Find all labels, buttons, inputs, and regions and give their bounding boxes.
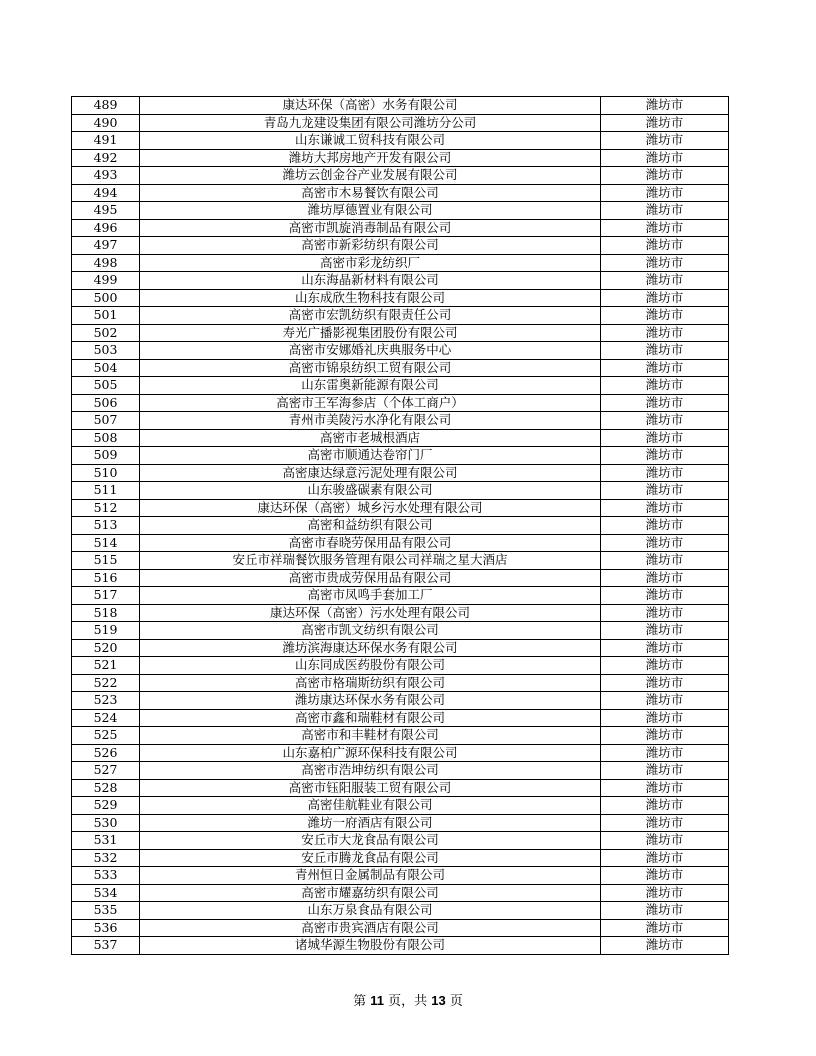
row-number-cell: 514 <box>72 534 140 552</box>
company-name-cell: 高密市凯文纺织有限公司 <box>140 622 601 640</box>
row-number-cell: 497 <box>72 237 140 255</box>
table-row <box>72 884 729 902</box>
table-body <box>72 97 729 955</box>
row-number-cell: 518 <box>72 604 140 622</box>
city-cell: 潍坊市 <box>601 639 729 657</box>
table-row <box>72 692 729 710</box>
city-cell: 潍坊市 <box>601 342 729 360</box>
company-name-cell: 山东嘉柏广源环保科技有限公司 <box>140 744 601 762</box>
table-row <box>72 499 729 517</box>
table-row <box>72 412 729 430</box>
footer-middle: 页，共 <box>384 994 432 1009</box>
row-number-cell: 534 <box>72 884 140 902</box>
company-name-cell: 山东万泉食品有限公司 <box>140 902 601 920</box>
company-name-cell: 潍坊康达环保水务有限公司 <box>140 692 601 710</box>
city-cell: 潍坊市 <box>601 132 729 150</box>
company-name-cell: 高密市鑫和瑞鞋材有限公司 <box>140 709 601 727</box>
row-number-cell: 529 <box>72 797 140 815</box>
company-name-cell: 安丘市大龙食品有限公司 <box>140 832 601 850</box>
city-cell: 潍坊市 <box>601 324 729 342</box>
row-number-cell: 502 <box>72 324 140 342</box>
table-row <box>72 429 729 447</box>
table-row <box>72 272 729 290</box>
city-cell: 潍坊市 <box>601 377 729 395</box>
table-row <box>72 657 729 675</box>
company-name-cell: 高密市安娜婚礼庆典服务中心 <box>140 342 601 360</box>
row-number-cell: 490 <box>72 114 140 132</box>
company-name-cell: 高密市格瑞斯纺织有限公司 <box>140 674 601 692</box>
row-number-cell: 528 <box>72 779 140 797</box>
row-number-cell: 491 <box>72 132 140 150</box>
table-row <box>72 114 729 132</box>
table-row <box>72 569 729 587</box>
table-row <box>72 534 729 552</box>
company-name-cell: 潍坊大邦房地产开发有限公司 <box>140 149 601 167</box>
row-number-cell: 492 <box>72 149 140 167</box>
company-name-cell: 高密市凯旋消毒制品有限公司 <box>140 219 601 237</box>
city-cell: 潍坊市 <box>601 202 729 220</box>
company-name-cell: 山东海晶新材料有限公司 <box>140 272 601 290</box>
row-number-cell: 516 <box>72 569 140 587</box>
row-number-cell: 504 <box>72 359 140 377</box>
table-row <box>72 762 729 780</box>
company-name-cell: 青州恒日金属制品有限公司 <box>140 867 601 885</box>
row-number-cell: 526 <box>72 744 140 762</box>
city-cell: 潍坊市 <box>601 307 729 325</box>
table-row <box>72 744 729 762</box>
company-name-cell: 高密市锦泉纺织工贸有限公司 <box>140 359 601 377</box>
company-name-cell: 高密市顺通达卷帘门厂 <box>140 447 601 465</box>
company-name-cell: 潍坊云创金谷产业发展有限公司 <box>140 167 601 185</box>
city-cell: 潍坊市 <box>601 167 729 185</box>
company-name-cell: 山东同成医药股份有限公司 <box>140 657 601 675</box>
table-row <box>72 622 729 640</box>
city-cell: 潍坊市 <box>601 692 729 710</box>
table-row <box>72 674 729 692</box>
company-name-cell: 山东骏盛碳素有限公司 <box>140 482 601 500</box>
page-footer <box>0 990 816 1009</box>
city-cell: 潍坊市 <box>601 727 729 745</box>
city-cell: 潍坊市 <box>601 254 729 272</box>
row-number-cell: 525 <box>72 727 140 745</box>
row-number-cell: 511 <box>72 482 140 500</box>
city-cell: 潍坊市 <box>601 657 729 675</box>
table-row <box>72 849 729 867</box>
table-row <box>72 902 729 920</box>
table-row <box>72 377 729 395</box>
table-row <box>72 447 729 465</box>
city-cell: 潍坊市 <box>601 289 729 307</box>
table-row <box>72 517 729 535</box>
row-number-cell: 535 <box>72 902 140 920</box>
table-row <box>72 237 729 255</box>
row-number-cell: 530 <box>72 814 140 832</box>
city-cell: 潍坊市 <box>601 902 729 920</box>
table-row <box>72 552 729 570</box>
table-row <box>72 324 729 342</box>
company-name-cell: 山东雷奥新能源有限公司 <box>140 377 601 395</box>
table-row <box>72 132 729 150</box>
city-cell: 潍坊市 <box>601 919 729 937</box>
city-cell: 潍坊市 <box>601 744 729 762</box>
row-number-cell: 507 <box>72 412 140 430</box>
table-row <box>72 307 729 325</box>
city-cell: 潍坊市 <box>601 832 729 850</box>
company-name-cell: 康达环保（高密）水务有限公司 <box>140 97 601 115</box>
city-cell: 潍坊市 <box>601 429 729 447</box>
company-name-cell: 康达环保（高密）污水处理有限公司 <box>140 604 601 622</box>
company-name-cell: 山东谦诚工贸科技有限公司 <box>140 132 601 150</box>
table-row <box>72 814 729 832</box>
table-row <box>72 394 729 412</box>
city-cell: 潍坊市 <box>601 569 729 587</box>
table-row <box>72 832 729 850</box>
table-row <box>72 779 729 797</box>
company-name-cell: 潍坊滨海康达环保水务有限公司 <box>140 639 601 657</box>
row-number-cell: 493 <box>72 167 140 185</box>
row-number-cell: 523 <box>72 692 140 710</box>
city-cell: 潍坊市 <box>601 272 729 290</box>
table-row <box>72 359 729 377</box>
company-name-cell: 高密市木易餐饮有限公司 <box>140 184 601 202</box>
table-row <box>72 867 729 885</box>
city-cell: 潍坊市 <box>601 482 729 500</box>
city-cell: 潍坊市 <box>601 937 729 955</box>
company-name-cell: 潍坊厚德置业有限公司 <box>140 202 601 220</box>
row-number-cell: 522 <box>72 674 140 692</box>
city-cell: 潍坊市 <box>601 464 729 482</box>
company-name-cell: 康达环保（高密）城乡污水处理有限公司 <box>140 499 601 517</box>
city-cell: 潍坊市 <box>601 114 729 132</box>
company-name-cell: 青岛九龙建设集团有限公司潍坊分公司 <box>140 114 601 132</box>
table-row <box>72 797 729 815</box>
row-number-cell: 532 <box>72 849 140 867</box>
city-cell: 潍坊市 <box>601 587 729 605</box>
city-cell: 潍坊市 <box>601 762 729 780</box>
city-cell: 潍坊市 <box>601 622 729 640</box>
company-name-cell: 高密市春晓劳保用品有限公司 <box>140 534 601 552</box>
city-cell: 潍坊市 <box>601 499 729 517</box>
footer-total-pages: 13 <box>431 993 446 1008</box>
row-number-cell: 513 <box>72 517 140 535</box>
company-name-cell: 潍坊一府酒店有限公司 <box>140 814 601 832</box>
row-number-cell: 527 <box>72 762 140 780</box>
company-name-cell: 安丘市腾龙食品有限公司 <box>140 849 601 867</box>
city-cell: 潍坊市 <box>601 552 729 570</box>
city-cell: 潍坊市 <box>601 867 729 885</box>
table-row <box>72 254 729 272</box>
row-number-cell: 495 <box>72 202 140 220</box>
company-list-table <box>71 96 729 955</box>
footer-prefix: 第 <box>353 994 371 1009</box>
table-row <box>72 709 729 727</box>
city-cell: 潍坊市 <box>601 849 729 867</box>
city-cell: 潍坊市 <box>601 237 729 255</box>
city-cell: 潍坊市 <box>601 447 729 465</box>
table-row <box>72 587 729 605</box>
company-name-cell: 诸城华源生物股份有限公司 <box>140 937 601 955</box>
city-cell: 潍坊市 <box>601 604 729 622</box>
row-number-cell: 515 <box>72 552 140 570</box>
row-number-cell: 524 <box>72 709 140 727</box>
company-name-cell: 高密市浩坤纺织有限公司 <box>140 762 601 780</box>
company-name-cell: 高密康达绿意污泥处理有限公司 <box>140 464 601 482</box>
row-number-cell: 521 <box>72 657 140 675</box>
table-row <box>72 727 729 745</box>
city-cell: 潍坊市 <box>601 149 729 167</box>
table-row <box>72 219 729 237</box>
company-name-cell: 高密和益纺织有限公司 <box>140 517 601 535</box>
company-name-cell: 高密市和丰鞋材有限公司 <box>140 727 601 745</box>
table-row <box>72 919 729 937</box>
row-number-cell: 531 <box>72 832 140 850</box>
company-name-cell: 高密市贵宾酒店有限公司 <box>140 919 601 937</box>
table-row <box>72 149 729 167</box>
table-row <box>72 482 729 500</box>
row-number-cell: 533 <box>72 867 140 885</box>
city-cell: 潍坊市 <box>601 884 729 902</box>
table-row <box>72 639 729 657</box>
row-number-cell: 494 <box>72 184 140 202</box>
city-cell: 潍坊市 <box>601 517 729 535</box>
row-number-cell: 498 <box>72 254 140 272</box>
table-row <box>72 342 729 360</box>
table-row <box>72 604 729 622</box>
company-name-cell: 山东成欣生物科技有限公司 <box>140 289 601 307</box>
row-number-cell: 520 <box>72 639 140 657</box>
table-row <box>72 167 729 185</box>
city-cell: 潍坊市 <box>601 779 729 797</box>
city-cell: 潍坊市 <box>601 359 729 377</box>
row-number-cell: 505 <box>72 377 140 395</box>
row-number-cell: 509 <box>72 447 140 465</box>
row-number-cell: 501 <box>72 307 140 325</box>
row-number-cell: 499 <box>72 272 140 290</box>
table-row <box>72 289 729 307</box>
row-number-cell: 517 <box>72 587 140 605</box>
footer-page-number: 11 <box>370 993 384 1008</box>
city-cell: 潍坊市 <box>601 709 729 727</box>
row-number-cell: 503 <box>72 342 140 360</box>
company-name-cell: 青州市美陵污水净化有限公司 <box>140 412 601 430</box>
row-number-cell: 510 <box>72 464 140 482</box>
row-number-cell: 506 <box>72 394 140 412</box>
company-name-cell: 高密市老城根酒店 <box>140 429 601 447</box>
city-cell: 潍坊市 <box>601 814 729 832</box>
company-name-cell: 高密市王军海参店（个体工商户） <box>140 394 601 412</box>
city-cell: 潍坊市 <box>601 184 729 202</box>
table-row <box>72 464 729 482</box>
company-name-cell: 高密佳航鞋业有限公司 <box>140 797 601 815</box>
company-name-cell: 高密市凤鸣手套加工厂 <box>140 587 601 605</box>
company-name-cell: 高密市新彩纺织有限公司 <box>140 237 601 255</box>
company-name-cell: 高密市宏凯纺织有限责任公司 <box>140 307 601 325</box>
company-name-cell: 高密市贵成劳保用品有限公司 <box>140 569 601 587</box>
row-number-cell: 496 <box>72 219 140 237</box>
city-cell: 潍坊市 <box>601 674 729 692</box>
row-number-cell: 536 <box>72 919 140 937</box>
table-row <box>72 202 729 220</box>
row-number-cell: 519 <box>72 622 140 640</box>
company-name-cell: 高密市耀嘉纺织有限公司 <box>140 884 601 902</box>
table-row <box>72 97 729 115</box>
row-number-cell: 537 <box>72 937 140 955</box>
row-number-cell: 489 <box>72 97 140 115</box>
city-cell: 潍坊市 <box>601 534 729 552</box>
row-number-cell: 512 <box>72 499 140 517</box>
company-name-cell: 安丘市祥瑞餐饮服务管理有限公司祥瑞之星大酒店 <box>140 552 601 570</box>
row-number-cell: 500 <box>72 289 140 307</box>
city-cell: 潍坊市 <box>601 219 729 237</box>
city-cell: 潍坊市 <box>601 97 729 115</box>
table-row <box>72 937 729 955</box>
company-name-cell: 高密市彩龙纺织厂 <box>140 254 601 272</box>
city-cell: 潍坊市 <box>601 797 729 815</box>
company-name-cell: 高密市钰阳服装工贸有限公司 <box>140 779 601 797</box>
footer-suffix: 页 <box>445 994 463 1009</box>
row-number-cell: 508 <box>72 429 140 447</box>
city-cell: 潍坊市 <box>601 394 729 412</box>
table-row <box>72 184 729 202</box>
company-name-cell: 寿光广播影视集团股份有限公司 <box>140 324 601 342</box>
city-cell: 潍坊市 <box>601 412 729 430</box>
